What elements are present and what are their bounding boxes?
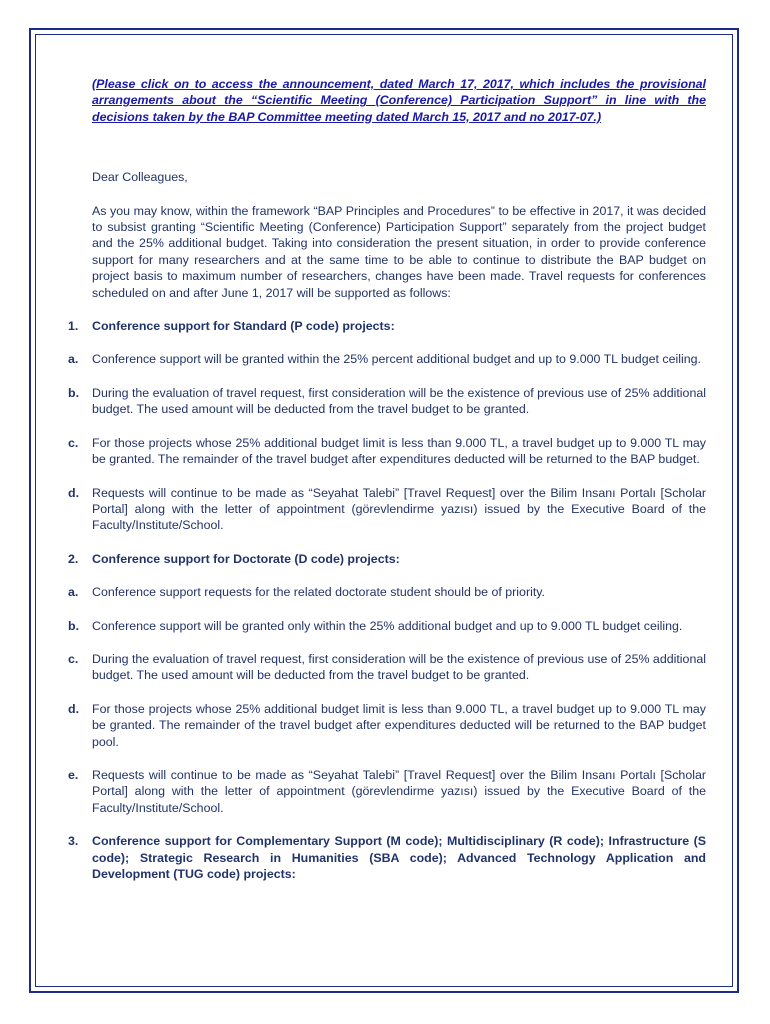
list-item-marker: d. [68,701,80,716]
list-item-marker: b. [68,385,80,400]
list-item-marker: e. [68,767,79,782]
list-item [68,435,706,468]
list-item-marker: c. [68,435,79,450]
section-3-title: Conference support for Complementary Support (M code); Multidisciplinary (R code); Infrastructure (S code); Strategic Research in Humanities (SBA code); Advanced Technology Application and Development (TUG code) projects: [92,834,706,881]
list-item-marker: c. [68,651,79,666]
section-1-heading [68,318,706,334]
list-item-text: Requests will continue to be made as “Seyahat Talebi” [Travel Request] over the Bilim Insanı Portalı [Scholar Portal] along with the letter of appointment (görevlendirme yazısı) issued by the Executive Board of the Faculty/Institute/School. [92,767,706,815]
list-item-text: Conference support will be granted only within the 25% additional budget and up to 9.000 TL budget ceiling. [92,618,683,633]
list-item-marker: a. [68,352,79,367]
list-item [68,385,706,418]
list-item [68,767,706,816]
list-item [68,351,706,367]
list-item-text: Requests will continue to be made as “Seyahat Talebi” [Travel Request] over the Bilim Insanı Portalı [Scholar Portal] along with the letter of appointment (görevlendirme yazısı) issued by the Executive Board of the Faculty/Institute/School. [92,485,706,533]
list-item [68,584,706,600]
list-item-text: Conference support requests for the related doctorate student should be of priority. [92,585,545,600]
announcement-link[interactable]: (Please click on to access the announcement, dated March 17, 2017, which includes the provisional arrangements about the “Scientific Meeting (Conference) Participation Support” in line with the decisions taken by the BAP Committee meeting dated March 15, 2017 and no 2017-07.) [92,77,706,124]
list-item-marker: d. [68,485,80,500]
section-3-heading [68,833,706,882]
section-1-title: Conference support for Standard (P code) projects: [92,319,395,334]
section-2-number: 2. [68,551,79,566]
list-item [68,485,706,534]
list-item-text: During the evaluation of travel request, first consideration will be the existence of previous use of 25% additional budget. The used amount will be deducted from the travel budget to be granted. [92,385,706,417]
list-item-text: For those projects whose 25% additional budget limit is less than 9.000 TL, a travel budget up to 9.000 TL may be granted. The remainder of the travel budget after expenditures deducted will be returned to the BAP budget pool. [92,701,706,749]
list-item [68,701,706,750]
document-body [68,76,706,882]
section-2-title: Conference support for Doctorate (D code) projects: [92,551,400,566]
list-item-text: For those projects whose 25% additional budget limit is less than 9.000 TL, a travel budget up to 9.000 TL may be granted. The remainder of the travel budget after expenditures deducted will be returned to the BAP budget. [92,435,706,467]
intro-paragraph: As you may know, within the framework “BAP Principles and Procedures” to be effective in 2017, it was decided to subsist granting “Scientific Meeting (Conference) Participation Support” separately from the project budget and the 25% additional budget. Taking into consideration the present situation, in order to provide conference support for many researchers and at the same time to be able to continue to distribute the BAP budget on project basis to maximum number of researchers, changes have been made. Travel requests for conferences scheduled on and after June 1, 2017 will be supported as follows: [92,203,706,300]
list-item [68,651,706,684]
list-item-text: During the evaluation of travel request, first consideration will be the existence of previous use of 25% additional budget. The used amount will be deducted from the travel budget to be granted. [92,651,706,683]
section-2-heading [68,551,706,567]
list-item [68,618,706,634]
section-1-number: 1. [68,319,79,334]
list-item-text: Conference support will be granted within the 25% percent additional budget and up to 9.000 TL budget ceiling. [92,352,701,367]
greeting: Dear Colleagues, [92,170,188,185]
section-3-number: 3. [68,834,79,849]
list-item-marker: b. [68,618,80,633]
list-item-marker: a. [68,585,79,600]
